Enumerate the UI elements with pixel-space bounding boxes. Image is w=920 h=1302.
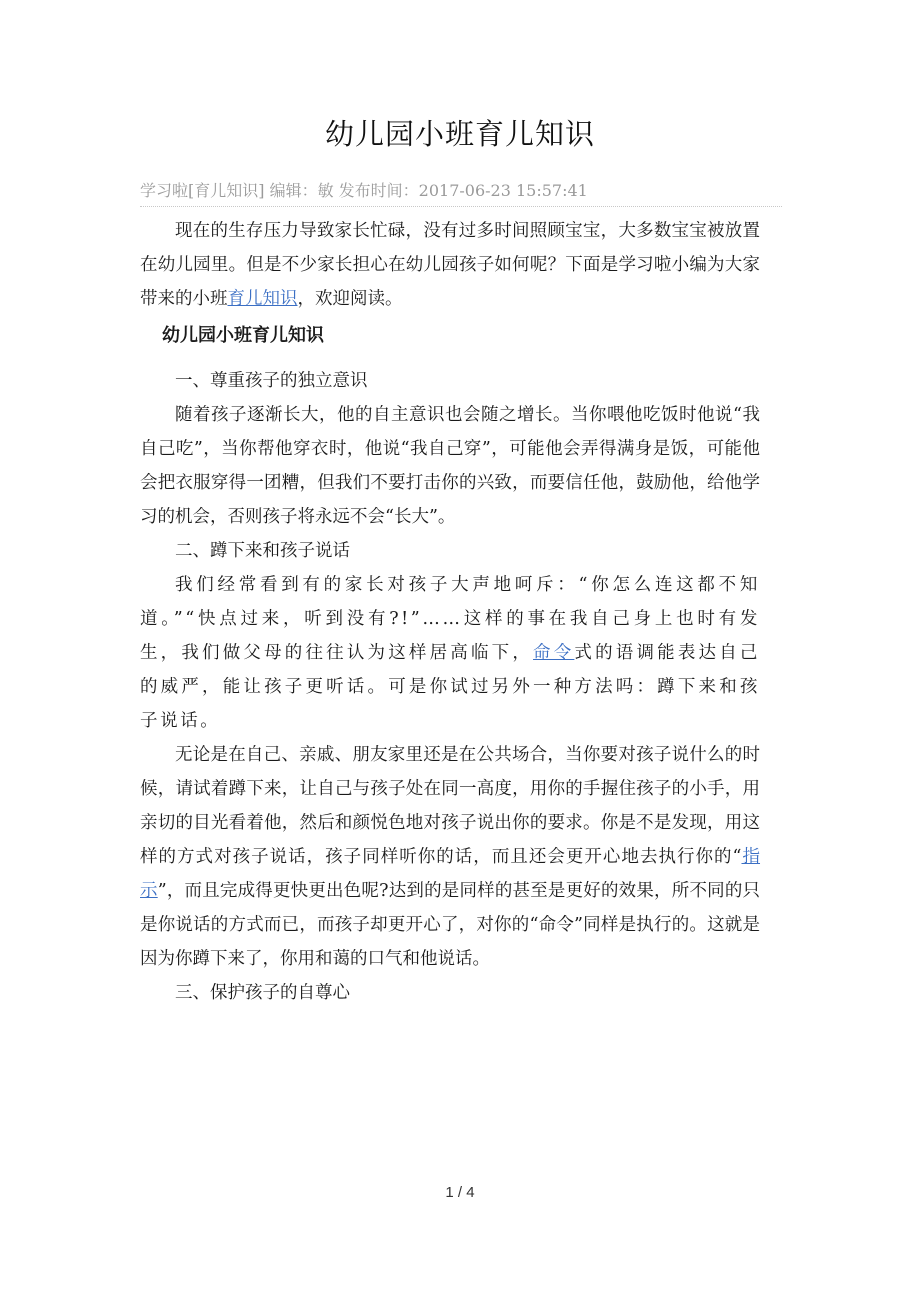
section2-text-2: 无论是在自己、亲戚、朋友家里还是在公共场合，当你要对孩子说什么的时候，请试着蹲下来，让自己与孩子处在同一高度，用你的手握住孩子的小手，用亲切的目光看着他，然后和颜悦色地对孩子说出你的要求。你是不是发现，用这样的方式对孩子说话，孩子同样听你的话，而且还会更开心地去执行你的“ [140, 745, 760, 867]
intro-text: 现在的生存压力导致家长忙碌，没有过多时间照顾宝宝，大多数宝宝被放置在幼儿园里。但是不少家长担心在幼儿园孩子如何呢？下面是学习啦小编为大家带来的小班 [140, 221, 760, 309]
section2-text-end: 式的语调能表达自己的威严，能让孩子更听话。可是你试过另外一种方法吗：蹲下来和孩子说话。 [140, 643, 760, 731]
page-number: 1 / 4 [445, 1184, 475, 1201]
section2-link[interactable]: 命令 [533, 643, 575, 663]
intro-paragraph [140, 214, 760, 316]
section2-text: 我们经常看到有的家长对孩子大声地呵斥：“你怎么连这都不知道。”“快点过来，听到没有?!”……这样的事在我自己身上也时有发生，我们做父母的往往认为这样居高临下， [140, 575, 760, 663]
intro-link[interactable]: 育儿知识 [227, 289, 298, 309]
section2-paragraph [140, 568, 760, 738]
article-meta: 学习啦[育儿知识] 编辑：敏 发布时间：2017-06-23 15:57:41 [140, 178, 782, 207]
article-subtitle: 幼儿园小班育儿知识 [162, 325, 324, 346]
section3-heading: 三、保护孩子的自尊心 [175, 983, 350, 1003]
section1-heading: 一、尊重孩子的独立意识 [175, 371, 368, 391]
section2-paragraph-2 [140, 738, 760, 976]
article-body [140, 214, 760, 1010]
section2-link-2[interactable]: 指示 [140, 847, 761, 901]
section2-text-2-end: ”，而且完成得更快更出色呢?达到的是同样的甚至是更好的效果，所不同的只是你说话的方式而已，而孩子却更开心了，对你的“命令”同样是执行的。这就是因为你蹲下来了，你用和蔼的口气和他说话。 [140, 881, 761, 969]
intro-text-end: ，欢迎阅读。 [297, 289, 403, 309]
section1-paragraph: 随着孩子逐渐长大，他的自主意识也会随之增长。当你喂他吃饭时他说“我自己吃”，当你帮他穿衣时，他说“我自己穿”，可能他会弄得满身是饭，可能他会把衣服穿得一团糟，但我们不要打击你的兴致，而要信任他，鼓励他，给他学习的机会，否则孩子将永远不会“长大”。 [140, 405, 760, 527]
article-title: 幼儿园小班育儿知识 [324, 117, 595, 151]
section2-heading: 二、蹲下来和孩子说话 [175, 541, 350, 561]
